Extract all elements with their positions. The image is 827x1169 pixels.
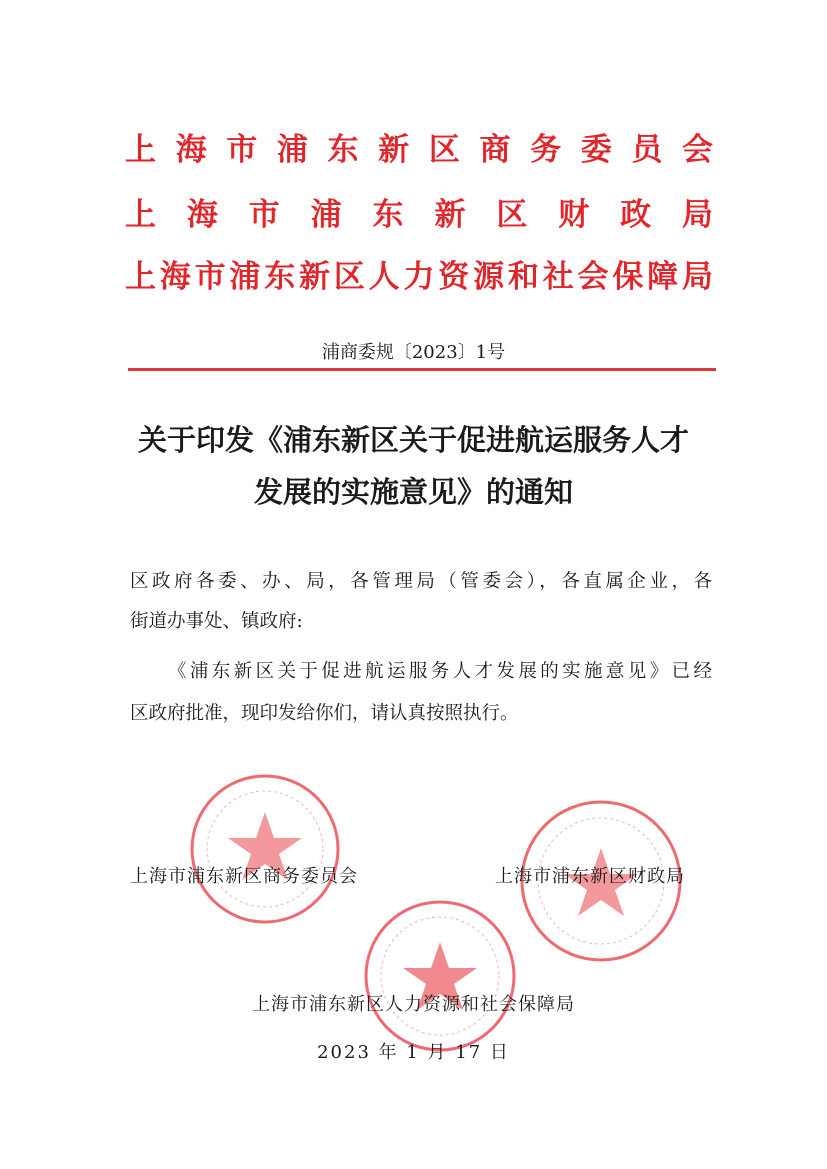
stamp-commerce-commission [188,772,342,926]
signature-commerce-commission: 上海市浦东新区商务委员会 [130,866,358,887]
paragraph-line-2: 区政府批准，现印发给你们，请认真按照执行。 [130,703,519,724]
document-number: 浦商委规〔2023〕1号 [321,342,506,363]
recipients-line-1: 区政府各委、办、局，各管理局（管委会），各直属企业，各 [130,571,712,592]
document-title-line-2: 发展的实施意见》的通知 [253,475,573,509]
letterhead-org-2: 上海市浦东新区财政局 [125,197,713,233]
stamp-hr-social-security-bureau [362,898,518,1054]
letterhead-org-1: 上海市浦东新区商务委员会 [125,132,713,168]
red-divider [128,368,716,371]
issue-date: 2023 年 1 月 17 日 [317,1042,510,1063]
paragraph-line-1: 《浦东新区关于促进航运服务人才发展的实施意见》已经 [168,661,712,682]
recipients-line-2: 街道办事处、镇政府: [130,611,303,632]
document-title-line-1: 关于印发《浦东新区关于促进航运服务人才 [137,423,689,457]
letterhead-org-3: 上海市浦东新区人力资源和社会保障局 [125,259,713,295]
signature-hr-bureau: 上海市浦东新区人力资源和社会保障局 [252,994,575,1015]
signature-finance-bureau: 上海市浦东新区财政局 [495,866,685,887]
